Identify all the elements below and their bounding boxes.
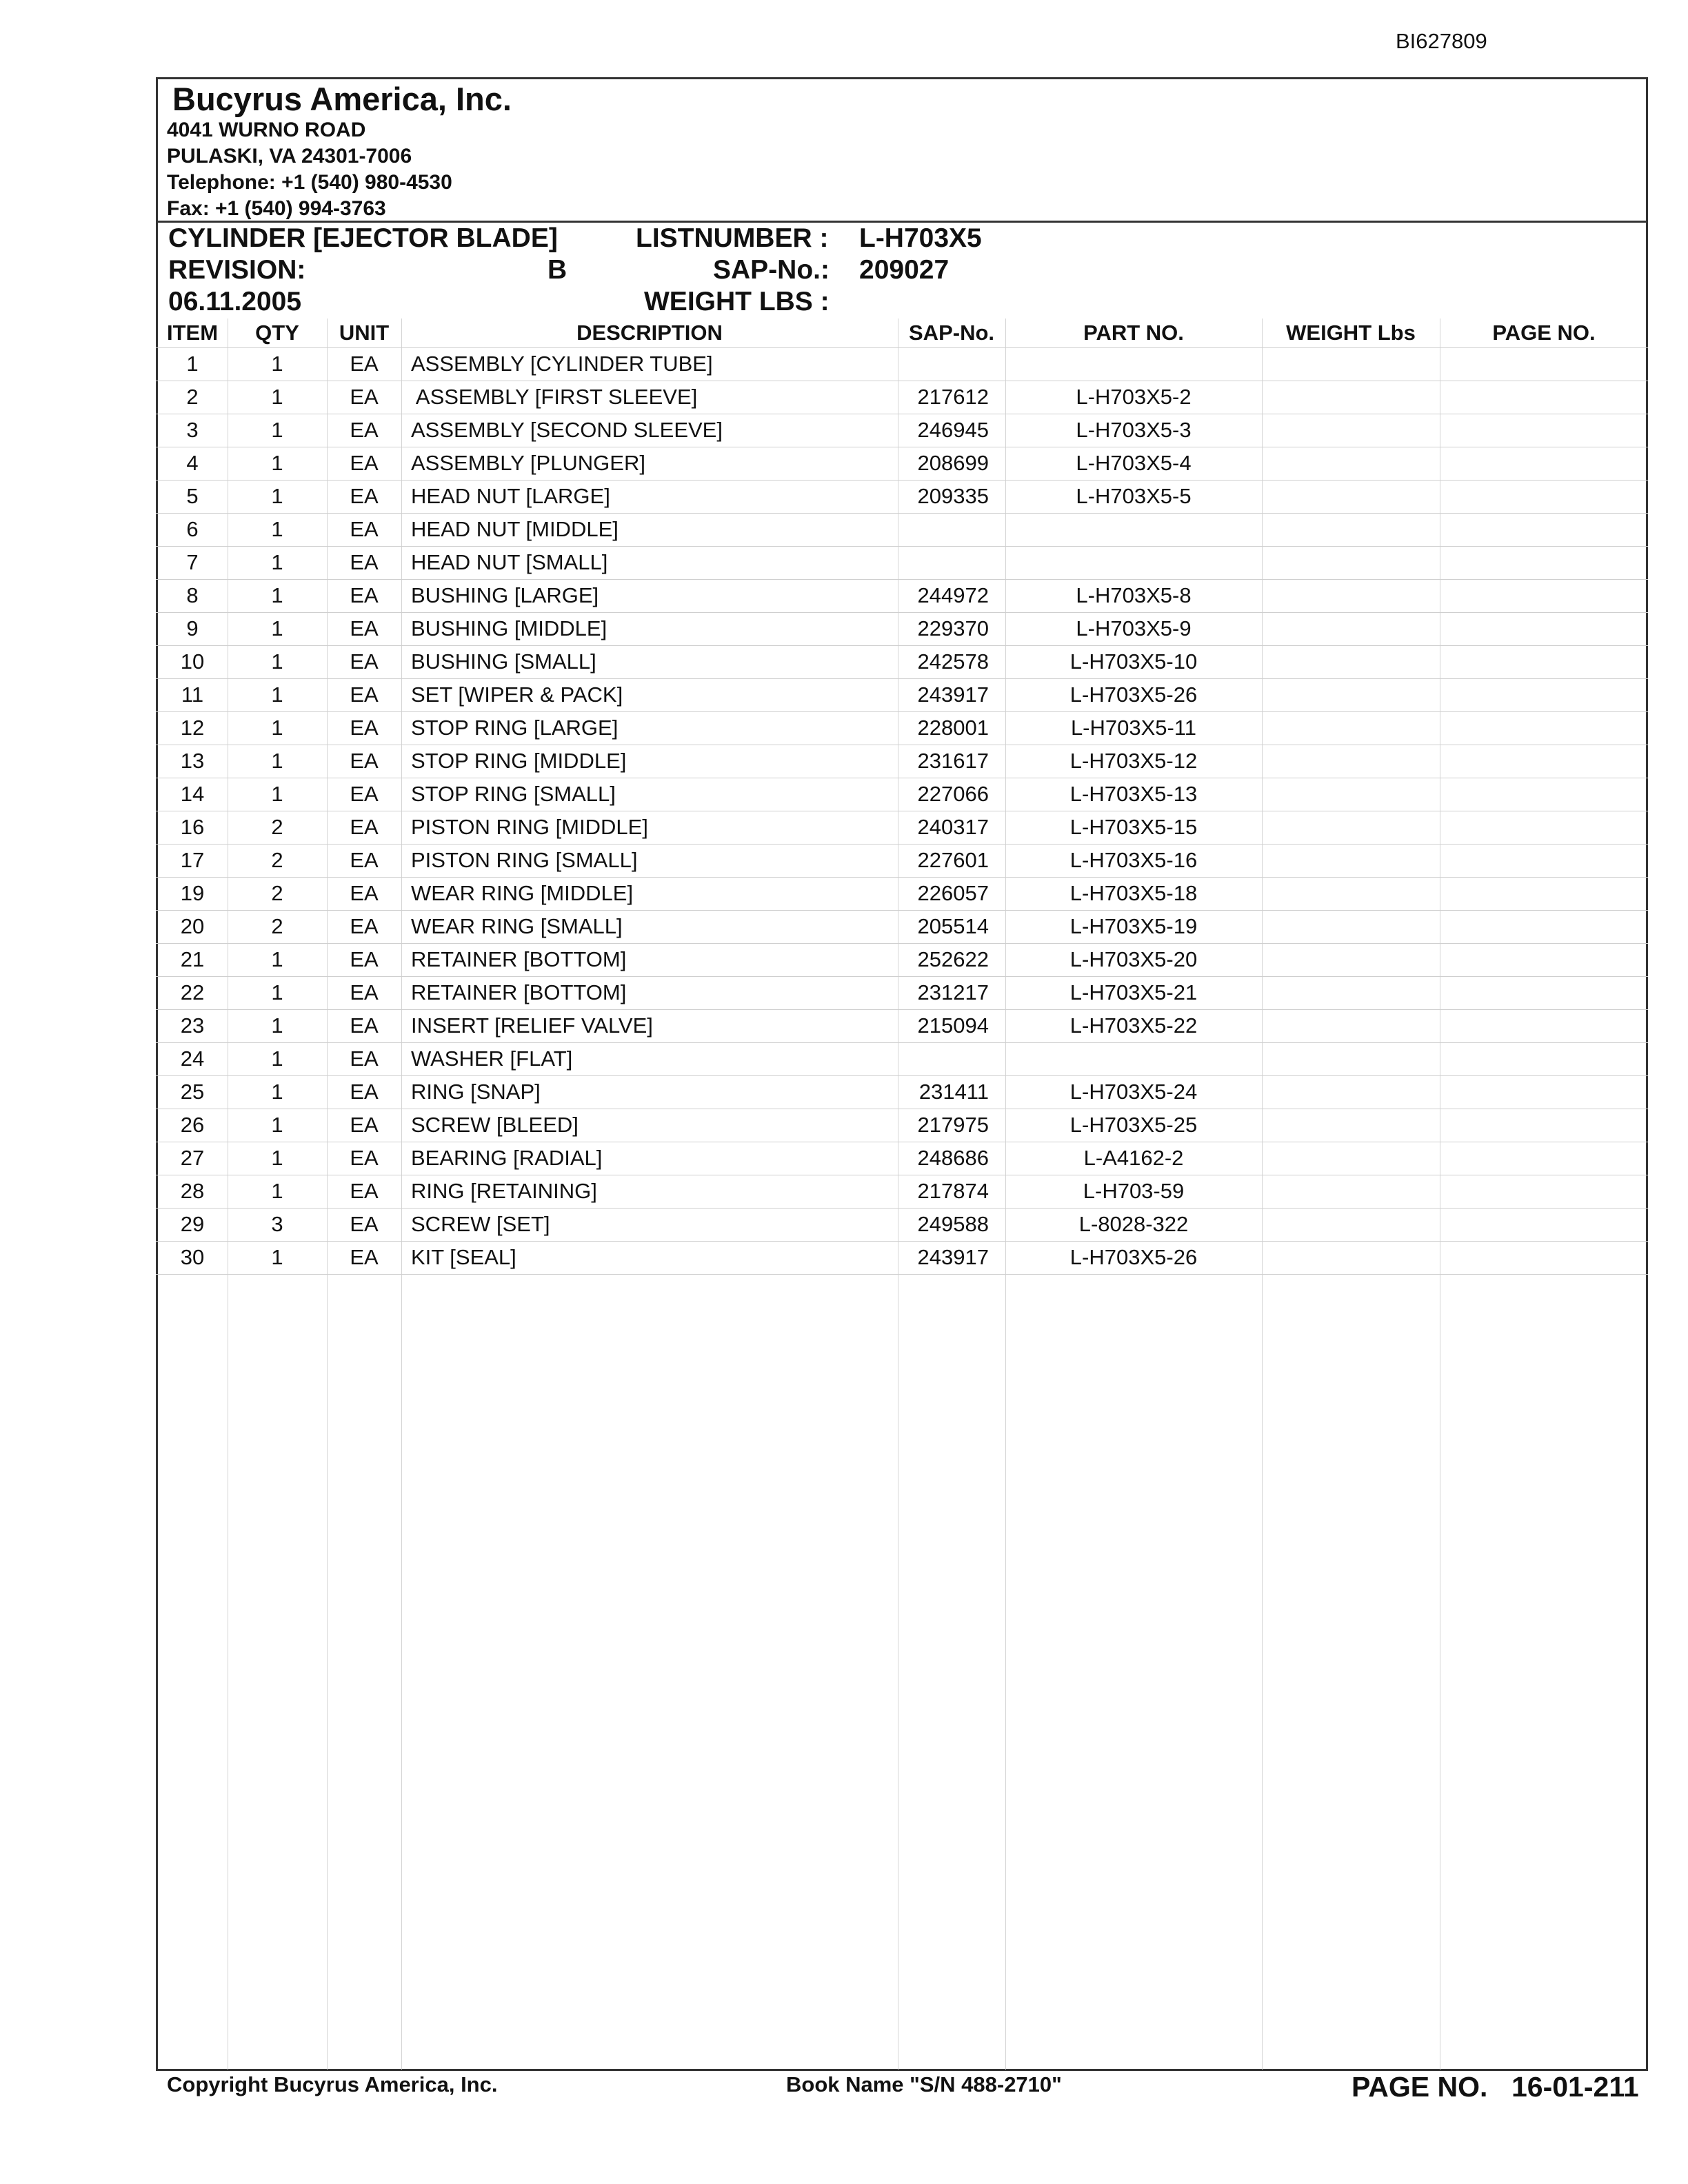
cell-sap-no: 227601	[917, 848, 989, 872]
cell-sap-no: 248686	[917, 1146, 989, 1170]
cell-unit: EA	[350, 848, 379, 872]
cell-sap-no: 244972	[917, 583, 989, 607]
cell-qty: 1	[271, 616, 283, 640]
company-address-line2: PULASKI, VA 24301-7006	[167, 145, 412, 168]
cell-item: 1	[186, 352, 199, 376]
cell-item: 20	[180, 914, 205, 938]
cell-description: BUSHING [LARGE]	[411, 583, 599, 607]
cell-unit: EA	[350, 881, 379, 905]
cell-unit: EA	[350, 1113, 379, 1137]
header-divider	[156, 221, 1648, 223]
revision-value: B	[547, 255, 567, 285]
cell-sap-no: 249588	[917, 1212, 989, 1236]
cell-unit: EA	[350, 1245, 379, 1269]
cell-item: 5	[186, 484, 199, 508]
cell-part-no: L-A4162-2	[1083, 1146, 1184, 1170]
cell-unit: EA	[350, 815, 379, 839]
cell-part-no	[1005, 1042, 1262, 1075]
cell-description: RING [SNAP]	[411, 1080, 541, 1104]
cell-description: HEAD NUT [LARGE]	[411, 484, 610, 508]
cell-sap-no	[898, 546, 989, 579]
cell-description: ASSEMBLY [FIRST SLEEVE]	[411, 385, 698, 409]
cell-sap-no: 208699	[917, 451, 989, 475]
cell-qty: 1	[271, 682, 283, 707]
cell-description: STOP RING [SMALL]	[411, 782, 616, 806]
cell-description: SET [WIPER & PACK]	[411, 682, 623, 707]
cell-qty: 1	[271, 649, 283, 674]
cell-sap-no: 231217	[917, 980, 989, 1004]
cell-unit: EA	[350, 484, 379, 508]
cell-description: RING [RETAINING]	[411, 1179, 597, 1203]
cell-item: 11	[181, 682, 204, 707]
cell-part-no	[1005, 546, 1262, 579]
cell-qty: 3	[271, 1212, 283, 1236]
cell-qty: 1	[271, 1080, 283, 1104]
cell-sap-no: 217612	[917, 385, 989, 409]
cell-sap-no: 240317	[917, 815, 989, 839]
cell-description: WEAR RING [SMALL]	[411, 914, 623, 938]
cell-part-no: L-H703X5-5	[1076, 484, 1192, 508]
listnumber-label: LISTNUMBER :	[636, 223, 829, 253]
cell-qty: 1	[271, 749, 283, 773]
cell-unit: EA	[350, 716, 379, 740]
column-header-sap-no: SAP-No.	[909, 321, 994, 345]
company-name: Bucyrus America, Inc.	[172, 81, 512, 117]
company-address-line1: 4041 WURNO ROAD	[167, 119, 366, 141]
cell-unit: EA	[350, 616, 379, 640]
cell-sap-no: 231411	[918, 1080, 989, 1104]
column-header-part-no: PART NO.	[1083, 321, 1184, 345]
cell-unit: EA	[350, 352, 379, 376]
cell-item: 14	[180, 782, 205, 806]
revision-label: REVISION:	[168, 255, 306, 285]
cell-qty: 1	[271, 352, 283, 376]
cell-qty: 2	[271, 914, 283, 938]
footer-book-name: Book Name "S/N 488-2710"	[786, 2072, 1062, 2096]
cell-sap-no: 229370	[917, 616, 989, 640]
cell-unit: EA	[350, 583, 379, 607]
company-telephone: Telephone: +1 (540) 980-4530	[167, 171, 452, 194]
cell-qty: 1	[271, 517, 283, 541]
cell-qty: 1	[271, 782, 283, 806]
cell-description: BUSHING [MIDDLE]	[411, 616, 607, 640]
sap-number-label: SAP-No.:	[713, 255, 830, 285]
cell-qty: 2	[271, 881, 283, 905]
cell-qty: 1	[271, 451, 283, 475]
cell-item: 21	[180, 947, 205, 971]
column-header-description: DESCRIPTION	[576, 321, 723, 345]
cell-description: ASSEMBLY [PLUNGER]	[411, 451, 645, 475]
column-header-item: ITEM	[166, 321, 219, 345]
cell-sap-no	[898, 1042, 989, 1075]
cell-sap-no: 252622	[917, 947, 989, 971]
cell-unit: EA	[350, 385, 379, 409]
cell-part-no: L-H703X5-21	[1069, 980, 1198, 1004]
cell-unit: EA	[350, 782, 379, 806]
cell-description: STOP RING [LARGE]	[411, 716, 619, 740]
cell-part-no: L-H703X5-26	[1069, 682, 1198, 707]
cell-unit: EA	[350, 649, 379, 674]
cell-qty: 1	[271, 385, 283, 409]
footer-page-number: 16-01-211	[1511, 2071, 1639, 2103]
cell-qty: 1	[271, 980, 283, 1004]
cell-qty: 1	[271, 1046, 283, 1071]
cell-qty: 1	[271, 1013, 283, 1038]
cell-description: ASSEMBLY [SECOND SLEEVE]	[411, 418, 723, 442]
footer-page-label: PAGE NO.	[1352, 2071, 1488, 2103]
cell-sap-no: 215094	[917, 1013, 989, 1038]
cell-unit: EA	[350, 1146, 379, 1170]
cell-qty: 2	[271, 815, 283, 839]
cell-item: 24	[180, 1046, 205, 1071]
cell-sap-no: 217975	[917, 1113, 989, 1137]
cell-description: RETAINER [BOTTOM]	[411, 947, 627, 971]
cell-description: PISTON RING [MIDDLE]	[411, 815, 648, 839]
cell-unit: EA	[350, 947, 379, 971]
cell-item: 28	[180, 1179, 205, 1203]
cell-description: INSERT [RELIEF VALVE]	[411, 1013, 653, 1038]
cell-item: 22	[180, 980, 205, 1004]
cell-description: WEAR RING [MIDDLE]	[411, 881, 634, 905]
cell-item: 8	[186, 583, 199, 607]
column-header-page-no: PAGE NO.	[1492, 321, 1596, 345]
cell-unit: EA	[350, 980, 379, 1004]
cell-description: STOP RING [MIDDLE]	[411, 749, 627, 773]
cell-item: 23	[180, 1013, 205, 1038]
cell-item: 17	[180, 848, 205, 872]
cell-description: SCREW [SET]	[411, 1212, 550, 1236]
cell-unit: EA	[350, 914, 379, 938]
cell-unit: EA	[350, 1080, 379, 1104]
cell-item: 27	[180, 1146, 205, 1170]
cell-qty: 1	[271, 1146, 283, 1170]
cell-sap-no: 228001	[917, 716, 989, 740]
cell-qty: 1	[271, 716, 283, 740]
cell-item: 16	[180, 815, 205, 839]
cell-description: RETAINER [BOTTOM]	[411, 980, 627, 1004]
cell-description: PISTON RING [SMALL]	[411, 848, 638, 872]
cell-item: 19	[180, 881, 205, 905]
cell-item: 13	[180, 749, 205, 773]
cell-part-no: L-H703X5-24	[1069, 1080, 1198, 1104]
cell-sap-no: 227066	[917, 782, 989, 806]
cell-unit: EA	[350, 451, 379, 475]
cell-part-no: L-H703X5-15	[1069, 815, 1198, 839]
cell-qty: 1	[271, 583, 283, 607]
column-divider	[401, 318, 402, 2070]
cell-part-no: L-H703X5-9	[1076, 616, 1192, 640]
company-fax: Fax: +1 (540) 994-3763	[167, 197, 386, 220]
cell-part-no: L-H703X5-18	[1069, 881, 1198, 905]
cell-part-no: L-H703X5-26	[1069, 1245, 1198, 1269]
list-title: CYLINDER [EJECTOR BLADE]	[168, 223, 558, 253]
cell-qty: 1	[271, 1179, 283, 1203]
cell-item: 9	[186, 616, 199, 640]
cell-sap-no: 246945	[917, 418, 989, 442]
cell-description: BUSHING [SMALL]	[411, 649, 596, 674]
cell-part-no: L-H703X5-25	[1069, 1113, 1198, 1137]
cell-item: 25	[180, 1080, 205, 1104]
row-divider	[156, 1274, 1648, 1275]
sap-number-value: 209027	[859, 255, 950, 285]
cell-part-no: L-H703X5-3	[1076, 418, 1192, 442]
cell-sap-no: 243917	[917, 682, 989, 707]
cell-description: HEAD NUT [MIDDLE]	[411, 517, 619, 541]
cell-part-no: L-H703X5-16	[1069, 848, 1198, 872]
cell-sap-no: 205514	[917, 914, 989, 938]
cell-item: 29	[180, 1212, 205, 1236]
cell-qty: 1	[271, 418, 283, 442]
cell-qty: 1	[271, 1245, 283, 1269]
cell-part-no: L-H703X5-19	[1069, 914, 1198, 938]
cell-unit: EA	[350, 418, 379, 442]
cell-unit: EA	[350, 1046, 379, 1071]
cell-qty: 1	[271, 484, 283, 508]
cell-qty: 2	[271, 848, 283, 872]
column-header-weight: WEIGHT Lbs	[1286, 321, 1416, 345]
cell-part-no: L-H703X5-20	[1069, 947, 1198, 971]
cell-item: 4	[186, 451, 199, 475]
weight-label: WEIGHT LBS :	[644, 287, 830, 316]
cell-unit: EA	[350, 517, 379, 541]
cell-unit: EA	[350, 682, 379, 707]
cell-sap-no: 231617	[917, 749, 989, 773]
cell-unit: EA	[350, 1013, 379, 1038]
cell-qty: 1	[271, 550, 283, 574]
list-date: 06.11.2005	[168, 287, 302, 316]
column-header-unit: UNIT	[339, 321, 390, 345]
cell-unit: EA	[350, 550, 379, 574]
listnumber-value: L-H703X5	[859, 223, 982, 253]
cell-part-no: L-H703X5-22	[1069, 1013, 1198, 1038]
footer-copyright: Copyright Bucyrus America, Inc.	[167, 2072, 498, 2096]
cell-item: 3	[186, 418, 199, 442]
cell-item: 12	[180, 716, 205, 740]
cell-part-no: L-H703X5-8	[1076, 583, 1192, 607]
cell-description: SCREW [BLEED]	[411, 1113, 579, 1137]
cell-part-no: L-H703-59	[1083, 1179, 1185, 1203]
column-divider	[1262, 318, 1263, 2070]
column-header-qty: QTY	[255, 321, 299, 345]
cell-unit: EA	[350, 1179, 379, 1203]
cell-sap-no	[898, 347, 989, 381]
cell-part-no	[1005, 347, 1262, 381]
cell-unit: EA	[350, 749, 379, 773]
cell-sap-no	[898, 513, 989, 546]
cell-part-no: L-H703X5-12	[1069, 749, 1198, 773]
cell-description: ASSEMBLY [CYLINDER TUBE]	[411, 352, 713, 376]
cell-part-no: L-H703X5-2	[1076, 385, 1192, 409]
cell-description: BEARING [RADIAL]	[411, 1146, 603, 1170]
cell-part-no: L-8028-322	[1078, 1212, 1189, 1236]
cell-item: 10	[180, 649, 205, 674]
cell-sap-no: 243917	[917, 1245, 989, 1269]
cell-part-no: L-H703X5-10	[1069, 649, 1198, 674]
cell-part-no: L-H703X5-4	[1076, 451, 1192, 475]
cell-sap-no: 217874	[917, 1179, 989, 1203]
cell-item: 2	[186, 385, 199, 409]
cell-part-no: L-H703X5-13	[1069, 782, 1198, 806]
cell-sap-no: 226057	[917, 881, 989, 905]
cell-item: 26	[180, 1113, 205, 1137]
cell-item: 6	[186, 517, 199, 541]
document-id: BI627809	[1396, 29, 1487, 53]
cell-description: KIT [SEAL]	[411, 1245, 516, 1269]
cell-qty: 1	[271, 947, 283, 971]
cell-description: HEAD NUT [SMALL]	[411, 550, 608, 574]
cell-part-no: L-H703X5-11	[1070, 716, 1197, 740]
cell-part-no	[1005, 513, 1262, 546]
cell-item: 30	[180, 1245, 205, 1269]
cell-description: WASHER [FLAT]	[411, 1046, 573, 1071]
cell-qty: 1	[271, 1113, 283, 1137]
cell-item: 7	[186, 550, 199, 574]
cell-unit: EA	[350, 1212, 379, 1236]
cell-sap-no: 209335	[917, 484, 989, 508]
cell-sap-no: 242578	[917, 649, 989, 674]
